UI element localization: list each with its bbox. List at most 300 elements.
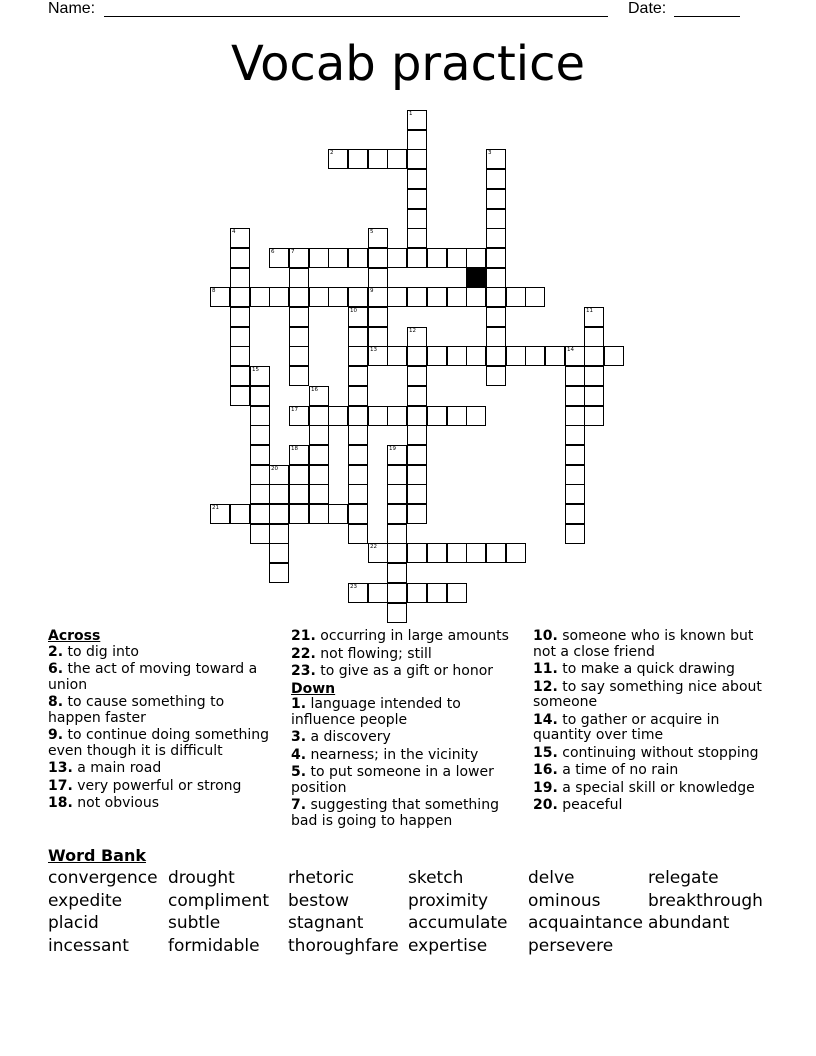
clues-column-3 [533, 629, 773, 816]
grid-cell[interactable] [309, 465, 329, 485]
clues-column-1 [48, 629, 280, 814]
grid-cell[interactable] [486, 169, 506, 189]
grid-cell[interactable] [387, 504, 407, 524]
clue-num: 8. [48, 694, 64, 710]
word-bank-item: convergence [48, 868, 158, 888]
grid-cell[interactable] [348, 465, 368, 485]
name-label: Name: [48, 0, 96, 17]
clue-num: 5. [291, 764, 307, 780]
grid-cell[interactable] [309, 484, 329, 504]
grid-cell[interactable] [210, 504, 230, 524]
word-bank-item: drought [168, 868, 235, 888]
grid-cell[interactable] [309, 386, 329, 406]
grid-cell[interactable] [427, 406, 447, 426]
grid-cell[interactable] [269, 465, 289, 485]
clue-item [533, 746, 773, 762]
grid-cell[interactable] [466, 346, 486, 366]
clue-number: 3 [488, 150, 492, 156]
page-title: Vocab practice [230, 36, 586, 92]
clue-number: 21 [212, 505, 219, 511]
grid-cell[interactable] [407, 583, 427, 603]
clue-text: peaceful [557, 797, 623, 813]
grid-cell[interactable] [447, 346, 467, 366]
grid-cell[interactable] [348, 346, 368, 366]
word-bank-item: compliment [168, 891, 270, 911]
grid-cell[interactable] [407, 189, 427, 209]
clue-number: 1 [409, 111, 413, 117]
clue-num: 13. [48, 760, 73, 776]
grid-cell[interactable] [387, 524, 407, 544]
word-bank-item: expedite [48, 891, 123, 911]
clue-text: continuing without stopping [557, 744, 759, 761]
clue-item [291, 647, 523, 663]
grid-cell[interactable] [506, 287, 526, 307]
grid-cell[interactable] [269, 524, 289, 544]
word-bank-item: acquaintance [528, 913, 643, 933]
grid-cell[interactable] [368, 346, 388, 366]
grid-cell[interactable] [289, 268, 309, 288]
clue-text: language intended to influence people [291, 696, 461, 728]
grid-cell[interactable] [289, 327, 309, 347]
clue-item [291, 730, 523, 746]
grid-cell[interactable] [368, 307, 388, 327]
grid-cell[interactable] [407, 445, 427, 465]
grid-cell[interactable] [348, 248, 368, 268]
grid-cell[interactable] [427, 583, 447, 603]
grid-cell[interactable] [328, 406, 348, 426]
word-bank-item: stagnant [288, 913, 364, 933]
clue-number: 7 [291, 249, 295, 255]
clue-text: to gather or acquire in quantity over time [533, 711, 720, 743]
clue-item [291, 748, 523, 764]
grid-cell[interactable] [348, 583, 368, 603]
grid-cell[interactable] [289, 406, 309, 426]
grid-cell[interactable] [269, 484, 289, 504]
clue-item [291, 765, 523, 796]
grid-cell[interactable] [387, 248, 407, 268]
grid-cell[interactable] [289, 504, 309, 524]
clue-number: 19 [389, 446, 396, 452]
grid-cell[interactable] [348, 524, 368, 544]
grid-cell[interactable] [407, 228, 427, 248]
grid-cell[interactable] [427, 287, 447, 307]
clue-item [533, 763, 773, 779]
grid-cell[interactable] [407, 248, 427, 268]
clue-number: 2 [330, 150, 334, 156]
clue-num: 21. [291, 628, 316, 644]
grid-cell[interactable] [407, 504, 427, 524]
down-heading: Down [291, 680, 336, 697]
word-bank-item: placid [48, 913, 99, 933]
grid-cell[interactable] [407, 149, 427, 169]
clue-text: a time of no rain [557, 762, 679, 778]
clue-item [48, 796, 280, 812]
grid-cell[interactable] [447, 406, 467, 426]
grid-cell[interactable] [584, 366, 604, 386]
grid-cell[interactable] [269, 287, 289, 307]
grid-cell[interactable] [269, 504, 289, 524]
clue-number: 13 [370, 347, 377, 353]
grid-cell[interactable] [427, 248, 447, 268]
grid-cell[interactable] [387, 406, 407, 426]
grid-cell[interactable] [387, 603, 407, 623]
grid-cell[interactable] [230, 386, 250, 406]
grid-cell[interactable] [525, 346, 545, 366]
clue-item [291, 798, 523, 829]
grid-cell[interactable] [289, 366, 309, 386]
clue-item [48, 645, 280, 661]
clue-number: 23 [350, 584, 357, 590]
grid-cell[interactable] [387, 543, 407, 563]
clue-text: very powerful or strong [72, 777, 242, 794]
grid-cell[interactable] [250, 425, 270, 445]
grid-cell[interactable] [486, 268, 506, 288]
grid-cell[interactable] [328, 149, 348, 169]
grid-cell[interactable] [565, 346, 585, 366]
clue-num: 23. [291, 663, 316, 679]
grid-cell[interactable] [348, 366, 368, 386]
clue-num: 16. [533, 762, 558, 778]
grid-cell[interactable] [486, 543, 506, 563]
word-bank-item: bestow [288, 891, 350, 911]
grid-cell[interactable] [407, 110, 427, 130]
clue-text: nearness; in the vicinity [306, 746, 479, 763]
grid-cell[interactable] [269, 543, 289, 563]
grid-cell[interactable] [407, 406, 427, 426]
grid-cell[interactable] [348, 307, 368, 327]
grid-cell[interactable] [407, 209, 427, 229]
grid-cell[interactable] [486, 327, 506, 347]
clue-number: 15 [252, 367, 259, 373]
grid-cell[interactable] [250, 366, 270, 386]
grid-cell[interactable] [565, 504, 585, 524]
grid-cell[interactable] [584, 406, 604, 426]
clue-text: to say something nice about someone [533, 678, 762, 710]
grid-cell[interactable] [565, 425, 585, 445]
grid-cell[interactable] [328, 287, 348, 307]
grid-cell[interactable] [565, 386, 585, 406]
grid-cell[interactable] [545, 346, 565, 366]
grid-cell[interactable] [250, 465, 270, 485]
grid-cell[interactable] [368, 327, 388, 347]
grid-cell[interactable] [407, 346, 427, 366]
grid-cell[interactable] [289, 346, 309, 366]
word-bank-item: abundant [648, 913, 730, 933]
grid-cell[interactable] [368, 149, 388, 169]
down-clue-list-continued [533, 629, 773, 814]
clue-num: 17. [48, 777, 73, 794]
clue-num: 6. [48, 661, 64, 677]
clue-text: to continue doing something even though it is difficult [48, 727, 270, 759]
grid-cell[interactable] [407, 287, 427, 307]
clue-text: to give as a gift or honor [315, 663, 494, 679]
grid-cell[interactable] [486, 307, 506, 327]
word-bank-item: proximity [408, 891, 489, 911]
grid-cell[interactable] [466, 406, 486, 426]
grid-cell[interactable] [289, 307, 309, 327]
grid-cell[interactable] [230, 327, 250, 347]
grid-cell[interactable] [486, 149, 506, 169]
clue-text: a special skill or knowledge [557, 779, 755, 796]
clue-number: 18 [291, 446, 298, 452]
date-label: Date: [628, 0, 667, 17]
grid-cell[interactable] [447, 248, 467, 268]
clue-item [291, 629, 523, 645]
clue-num: 14. [533, 711, 558, 728]
grid-cell[interactable] [289, 465, 309, 485]
clue-item [48, 761, 280, 777]
clue-number: 22 [370, 544, 377, 550]
grid-cell[interactable] [348, 149, 368, 169]
grid-cell[interactable] [525, 287, 545, 307]
grid-cell[interactable] [348, 484, 368, 504]
clue-num: 11. [533, 661, 558, 677]
grid-cell[interactable] [486, 189, 506, 209]
word-bank-item: persevere [528, 936, 614, 956]
clue-num: 20. [533, 797, 558, 813]
grid-cell[interactable] [309, 248, 329, 268]
grid-cell[interactable] [407, 327, 427, 347]
across-clue-list [48, 645, 280, 812]
clue-item [533, 629, 773, 660]
clue-number: 6 [271, 249, 275, 255]
grid-cell[interactable] [486, 287, 506, 307]
clue-item [291, 664, 523, 680]
grid-cell[interactable] [565, 524, 585, 544]
clue-text: to put someone in a lower position [291, 764, 494, 796]
grid-cell[interactable] [387, 445, 407, 465]
clue-num: 4. [291, 746, 307, 763]
grid-cell[interactable] [565, 406, 585, 426]
grid-cell[interactable] [309, 425, 329, 445]
grid-cell[interactable] [250, 504, 270, 524]
grid-cell[interactable] [348, 445, 368, 465]
grid-cell[interactable] [387, 465, 407, 485]
grid-cell[interactable] [407, 425, 427, 445]
grid-cell[interactable] [506, 346, 526, 366]
clue-number: 12 [409, 328, 416, 334]
grid-cell[interactable] [348, 386, 368, 406]
grid-cell[interactable] [309, 504, 329, 524]
word-bank-item: sketch [408, 868, 464, 888]
grid-cell[interactable] [348, 327, 368, 347]
grid-cell[interactable] [486, 346, 506, 366]
grid-cell[interactable] [447, 583, 467, 603]
grid-cell[interactable] [289, 287, 309, 307]
grid-cell[interactable] [466, 248, 486, 268]
clue-item [533, 781, 773, 797]
grid-cell[interactable] [407, 130, 427, 150]
grid-cell[interactable] [604, 346, 624, 366]
clue-text: the act of moving toward a union [48, 661, 258, 693]
clue-number: 5 [370, 229, 374, 235]
down-clue-list [291, 697, 523, 829]
grid-cell[interactable] [230, 268, 250, 288]
grid-cell[interactable] [565, 366, 585, 386]
clue-item [291, 697, 523, 728]
clue-number: 10 [350, 308, 357, 314]
clue-text: suggesting that something bad is going to happen [291, 797, 499, 829]
grid-cell[interactable] [250, 287, 270, 307]
clue-num: 22. [291, 645, 316, 662]
grid-cell[interactable] [328, 504, 348, 524]
clue-item [533, 662, 773, 678]
grid-cell[interactable] [289, 484, 309, 504]
grid-cell[interactable] [565, 484, 585, 504]
grid-cell[interactable] [387, 287, 407, 307]
grid-cell[interactable] [387, 346, 407, 366]
grid-cell[interactable] [250, 406, 270, 426]
clue-num: 3. [291, 729, 307, 745]
grid-cell[interactable] [407, 366, 427, 386]
clue-num: 15. [533, 744, 558, 761]
grid-cell[interactable] [348, 504, 368, 524]
word-bank-item: ominous [528, 891, 601, 911]
grid-cell[interactable] [348, 406, 368, 426]
grid-cell[interactable] [506, 543, 526, 563]
grid-cell[interactable] [368, 543, 388, 563]
grid-cell[interactable] [250, 445, 270, 465]
clue-num: 7. [291, 797, 307, 813]
grid-cell[interactable] [368, 287, 388, 307]
grid-cell[interactable] [486, 228, 506, 248]
clue-text: not obvious [72, 795, 159, 811]
clue-number: 16 [311, 387, 318, 393]
grid-cell[interactable] [230, 228, 250, 248]
word-bank-item: expertise [408, 936, 488, 956]
grid-cell[interactable] [407, 169, 427, 189]
clue-item [48, 695, 280, 726]
clue-number: 20 [271, 466, 278, 472]
grid-cell[interactable] [250, 386, 270, 406]
clue-text: to make a quick drawing [557, 661, 735, 677]
grid-cell[interactable] [584, 386, 604, 406]
clue-text: not flowing; still [315, 645, 432, 662]
grid-cell[interactable] [348, 287, 368, 307]
clue-num: 19. [533, 779, 558, 796]
clue-number: 11 [586, 308, 593, 314]
clue-text: to cause something to happen faster [48, 694, 225, 726]
clue-num: 9. [48, 727, 64, 743]
grid-cell[interactable] [387, 563, 407, 583]
across-clue-list-continued [291, 629, 523, 680]
grid-cell[interactable] [210, 287, 230, 307]
grid-cell[interactable] [309, 287, 329, 307]
clue-item [533, 713, 773, 744]
grid-cell[interactable] [486, 366, 506, 386]
grid-cell[interactable] [584, 327, 604, 347]
grid-cell[interactable] [309, 445, 329, 465]
grid-cell[interactable] [565, 445, 585, 465]
clue-num: 12. [533, 678, 558, 695]
grid-cell[interactable] [269, 248, 289, 268]
grid-cell[interactable] [466, 543, 486, 563]
word-bank-item: thoroughfare [288, 936, 399, 956]
grid-cell[interactable] [584, 307, 604, 327]
clue-item [48, 779, 280, 795]
clue-number: 8 [212, 288, 216, 294]
clue-text: to dig into [63, 643, 139, 660]
clue-number: 9 [370, 288, 374, 294]
clue-text: someone who is known but not a close friend [533, 628, 754, 660]
clue-number: 17 [291, 407, 298, 413]
grid-cell[interactable] [387, 149, 407, 169]
grid-cell[interactable] [368, 248, 388, 268]
clue-number: 4 [232, 229, 236, 235]
grid-cell[interactable] [230, 307, 250, 327]
clue-number: 14 [567, 347, 574, 353]
clues-column-2 [291, 629, 523, 831]
clue-item [48, 662, 280, 693]
clue-num: 2. [48, 643, 64, 660]
grid-cell[interactable] [387, 484, 407, 504]
grid-cell[interactable] [348, 425, 368, 445]
grid-cell[interactable] [230, 504, 250, 524]
word-bank-item: rhetoric [288, 868, 355, 888]
word-bank-item: subtle [168, 913, 221, 933]
grid-cell[interactable] [584, 346, 604, 366]
clue-num: 1. [291, 696, 307, 712]
clue-num: 18. [48, 795, 73, 811]
grid-cell[interactable] [368, 583, 388, 603]
grid-cell[interactable] [289, 248, 309, 268]
word-bank-title: Word Bank [48, 846, 147, 865]
clue-item [533, 680, 773, 711]
grid-cell[interactable] [407, 386, 427, 406]
grid-cell[interactable] [269, 563, 289, 583]
grid-cell[interactable] [368, 406, 388, 426]
grid-cell[interactable] [230, 248, 250, 268]
clue-num: 10. [533, 628, 558, 644]
word-bank-item: accumulate [408, 913, 508, 933]
grid-cell[interactable] [368, 228, 388, 248]
grid-cell[interactable] [387, 583, 407, 603]
grid-cell[interactable] [486, 209, 506, 229]
grid-cell[interactable] [230, 366, 250, 386]
grid-cell[interactable] [466, 287, 486, 307]
clue-text: a main road [72, 760, 162, 776]
grid-cell[interactable] [289, 445, 309, 465]
grid-cell[interactable] [565, 465, 585, 485]
clue-item [533, 798, 773, 814]
across-heading: Across [48, 628, 101, 644]
grid-cell[interactable] [407, 465, 427, 485]
grid-cell[interactable] [407, 543, 427, 563]
grid-cell[interactable] [250, 484, 270, 504]
clue-text: a discovery [306, 729, 391, 745]
grid-cell[interactable] [230, 346, 250, 366]
clue-item [48, 728, 280, 759]
grid-cell[interactable] [447, 287, 467, 307]
word-bank-item: incessant [48, 936, 129, 956]
grid-cell[interactable] [309, 406, 329, 426]
word-bank-item: delve [528, 868, 575, 888]
grid-cell[interactable] [230, 287, 250, 307]
black-cell [466, 268, 486, 288]
clue-text: occurring in large amounts [315, 628, 509, 644]
grid-cell[interactable] [368, 268, 388, 288]
grid-cell[interactable] [486, 248, 506, 268]
word-bank-item: breakthrough [648, 891, 763, 911]
word-bank-item: relegate [648, 868, 719, 888]
grid-cell[interactable] [407, 484, 427, 504]
grid-cell[interactable] [328, 248, 348, 268]
grid-cell[interactable] [250, 524, 270, 544]
word-bank-item: formidable [168, 936, 260, 956]
grid-cell[interactable] [427, 346, 447, 366]
grid-cell[interactable] [447, 543, 467, 563]
grid-cell[interactable] [427, 543, 447, 563]
